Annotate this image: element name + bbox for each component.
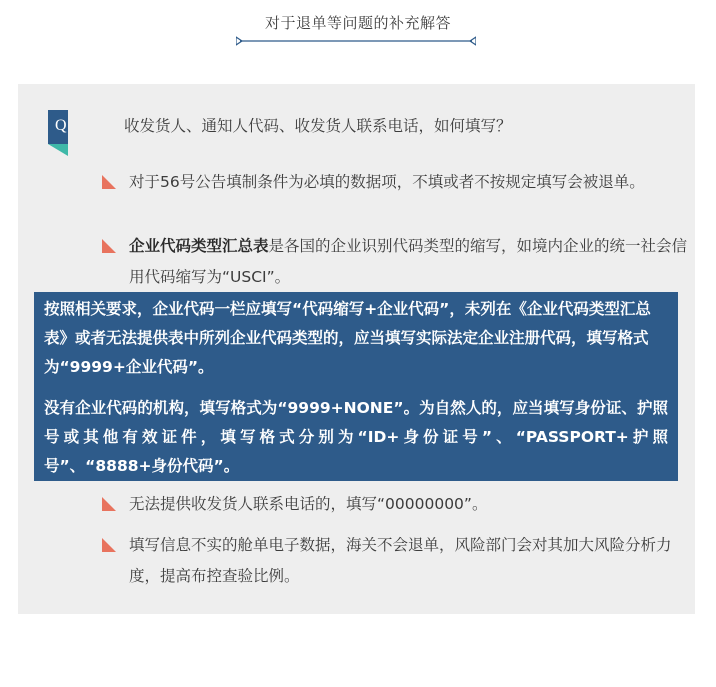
answer-item-2: [129, 231, 689, 293]
section-header: [0, 0, 716, 60]
term-emphasis: 企业代码类型汇总表: [129, 237, 269, 255]
title-underline: [236, 35, 476, 47]
answer-item-2-text: 是各国的企业识别代码类型的缩写，如境内企业的统一社会信用代码缩写为“USCI”。: [129, 237, 688, 286]
triangle-bullet-icon: [102, 175, 116, 189]
answer-item-3: 无法提供收发货人联系电话的，填写“00000000”。: [129, 495, 488, 513]
triangle-bullet-icon: [102, 497, 116, 511]
question-letter: Q: [55, 117, 67, 134]
triangle-bullet-icon: [102, 538, 116, 552]
section-title: 对于退单等问题的补充解答: [264, 14, 451, 32]
triangle-bullet-icon: [102, 239, 116, 253]
answer-item-1: 对于56号公告填制条件为必填的数据项，不填或者不按规定填写会被退单。: [129, 173, 645, 191]
answer-item-4: 填写信息不实的舱单电子数据，海关不会退单，风险部门会对其加大风险分析力度，提高布控查验比例。: [129, 536, 672, 585]
highlight-paragraph-1: 按照相关要求，企业代码一栏应填写“代码缩写+企业代码”，未列在《企业代码类型汇总表》或者无法提供表中所列企业代码类型的，应当填写实际法定企业注册代码，填写格式为“9999+企业代码”。: [44, 300, 651, 376]
highlight-paragraph-2: 没有企业代码的机构，填写格式为“9999+NONE”。为自然人的，应当填写身份证、护照号或其他有效证件，填写格式分别为“ID+身份证号”、“PASSPORT+护照号”、“8888+身份代码”。: [44, 399, 668, 475]
question-text: 收发货人、通知人代码、收发货人联系电话，如何填写？: [124, 117, 512, 135]
